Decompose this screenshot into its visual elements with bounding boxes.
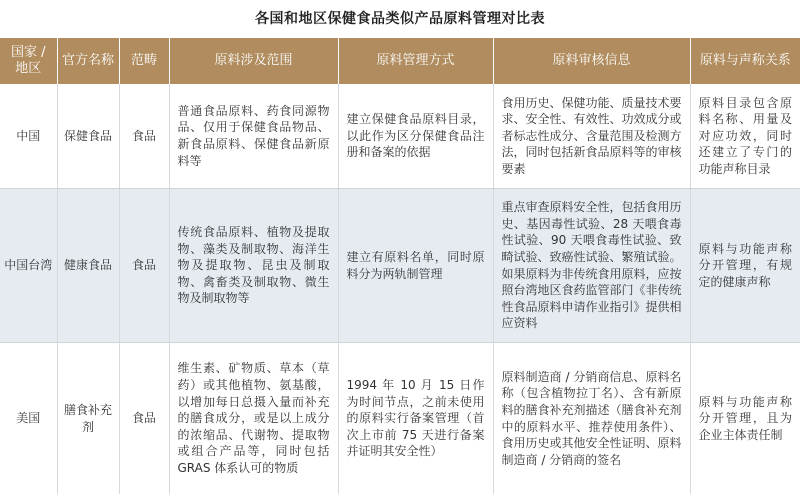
header-review: 原料审核信息 <box>493 38 690 84</box>
header-category: 范畴 <box>119 38 169 84</box>
cell-region: 美国 <box>0 343 57 495</box>
cell-review: 原料制造商 / 分销商信息、原料名称（包含植物拉丁名）、含有新原料的膳食补充剂描述（膳食补充剂中的原料水平、推荐使用条件）、食用历史或其他安全性证明、原料制造商 / 分销商的签名 <box>493 343 690 495</box>
cell-review: 重点审查原料安全性，包括食用历史、基因毒性试验、28 天喂食毒性试验、90 天喂食毒性试验、致畸试验、致癌性试验、繁殖试验。如果原料为非传统食用原料，应按照台湾地区食药监管部门《非传统性食品原料申请作业指引》提供相应资料 <box>493 189 690 343</box>
table-header-row <box>0 38 800 84</box>
table-row <box>0 343 800 495</box>
cell-relation: 原料与功能声称分开管理，且为企业主体责任制 <box>690 343 800 495</box>
cell-review: 食用历史、保健功能、质量技术要求、安全性、有效性、功效成分或者标志性成分、含量范围及检测方法，同时包括新食品原料等的审核要素 <box>493 84 690 189</box>
cell-official-name: 健康食品 <box>57 189 119 343</box>
cell-relation: 原料目录包含原料名称、用量及对应功效，同时还建立了专门的功能声称目录 <box>690 84 800 189</box>
comparison-table <box>0 38 800 494</box>
cell-category: 食品 <box>119 84 169 189</box>
cell-official-name: 保健食品 <box>57 84 119 189</box>
cell-relation: 原料与功能声称分开管理，有规定的健康声称 <box>690 189 800 343</box>
header-official-name: 官方名称 <box>57 38 119 84</box>
cell-category: 食品 <box>119 189 169 343</box>
cell-method: 1994 年 10 月 15 日作为时间节点，之前未使用的原料实行备案管理（首次上市前 75 天进行备案并证明其安全性） <box>338 343 493 495</box>
cell-method: 建立有原料名单，同时原料分为两轨制管理 <box>338 189 493 343</box>
cell-method: 建立保健食品原料目录，以此作为区分保健食品注册和备案的依据 <box>338 84 493 189</box>
header-region: 国家 / 地区 <box>0 38 57 84</box>
table-row <box>0 84 800 189</box>
cell-official-name: 膳食补充剂 <box>57 343 119 495</box>
cell-region: 中国台湾 <box>0 189 57 343</box>
header-relation: 原料与声称关系 <box>690 38 800 84</box>
cell-scope: 维生素、矿物质、草本（草药）或其他植物、氨基酸，以增加每日总摄入量而补充的膳食成分，或是以上成分的浓缩品、代谢物、提取物或组合产品等，同时包括 GRAS 体系认可的物质 <box>169 343 338 495</box>
cell-region: 中国 <box>0 84 57 189</box>
cell-scope: 普通食品原料、药食同源物品、仅用于保健食品物品、新食品原料、保健食品新原料等 <box>169 84 338 189</box>
header-method: 原料管理方式 <box>338 38 493 84</box>
cell-category: 食品 <box>119 343 169 495</box>
page-title: 各国和地区保健食品类似产品原料管理对比表 <box>255 11 545 27</box>
header-scope: 原料涉及范围 <box>169 38 338 84</box>
table-row <box>0 189 800 343</box>
cell-scope: 传统食品原料、植物及提取物、藻类及制取物、海洋生物及提取物、昆虫及制取物、禽畜类及制取物、微生物及制取物等 <box>169 189 338 343</box>
